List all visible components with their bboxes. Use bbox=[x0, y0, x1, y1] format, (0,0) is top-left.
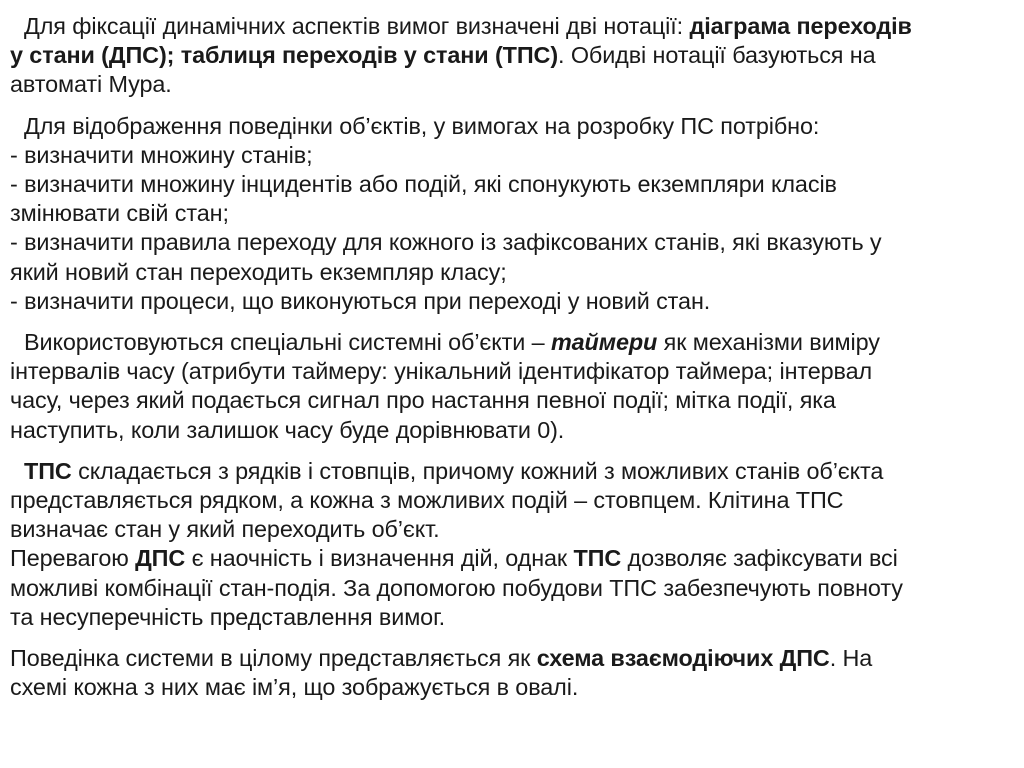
term-tps: ТПС bbox=[573, 545, 622, 572]
list-item: - визначити правила переходу для кожного із зафіксованих станів, які вказують у bbox=[10, 229, 882, 256]
text-line bbox=[10, 12, 1014, 41]
text-run: Використовуються спеціальні системні об’єкти – bbox=[24, 329, 551, 356]
list-item-continuation: змінювати свій стан; bbox=[10, 200, 229, 227]
slide-body bbox=[10, 12, 1014, 714]
text-line: визначає стан у який переходить об’єкт. bbox=[10, 516, 440, 543]
text-run: складається з рядків і стовпців, причому кожний з можливих станів об’єкта bbox=[71, 457, 884, 484]
text-line: та несуперечність представлення вимог. bbox=[10, 603, 446, 630]
term-dps: ДПС bbox=[135, 545, 186, 572]
list-item: - визначити множину інцидентів або подій, які спонукують екземпляри класів bbox=[10, 171, 837, 198]
text-run: Перевагою bbox=[10, 545, 136, 572]
term-timers: таймери bbox=[550, 329, 658, 356]
paragraph-timers bbox=[10, 328, 1014, 445]
text-line bbox=[10, 41, 1014, 70]
text-run: . Обидві нотації базуються на bbox=[558, 42, 876, 69]
text-line: схемі кожна з них має ім’я, що зображується в овалі. bbox=[10, 674, 579, 701]
paragraph-tps bbox=[10, 457, 1014, 632]
text-line: наступить, коли залишок часу буде дорівнювати 0). bbox=[10, 416, 565, 443]
list-item: - визначити множину станів; bbox=[10, 141, 313, 168]
text-run: є наочність і визначення дій, однак bbox=[185, 545, 574, 572]
term-interacting-dps-scheme: схема взаємодіючих ДПС bbox=[536, 645, 830, 672]
paragraph-requirements bbox=[10, 112, 1014, 316]
text-line bbox=[10, 112, 1014, 141]
term-dps-tps: у стани (ДПС); таблиця переходів у стани (ТПС) bbox=[10, 42, 559, 69]
text-line bbox=[10, 644, 1014, 673]
text-run: Поведінка системи в цілому представляється як bbox=[10, 645, 537, 672]
text-run: як механізми виміру bbox=[657, 329, 880, 356]
paragraph-system-behavior bbox=[10, 644, 1014, 702]
text-run: дозволяє зафіксувати всі bbox=[621, 545, 898, 572]
text-line bbox=[10, 544, 1014, 573]
text-run: Для фіксації динамічних аспектів вимог визначені дві нотації: bbox=[24, 13, 690, 39]
text-line: автоматі Мура. bbox=[10, 71, 172, 98]
term-dps-part1: діаграма переходів bbox=[689, 13, 912, 39]
list-item: - визначити процеси, що виконуються при переході у новий стан. bbox=[10, 287, 711, 314]
text-run: . На bbox=[829, 645, 873, 672]
text-line: можливі комбінації стан-подія. За допомогою побудови ТПС забезпечують повноту bbox=[10, 574, 903, 601]
text-line bbox=[10, 457, 1014, 486]
text-line: представляється рядком, а кожна з можливих подій – стовпцем. Клітина ТПС bbox=[10, 487, 844, 514]
text-run: Для відображення поведінки об’єктів, у вимогах на розробку ПС потрібно: bbox=[24, 112, 820, 139]
term-tps: ТПС bbox=[24, 457, 72, 484]
paragraph-notations bbox=[10, 12, 1014, 100]
text-line: інтервалів часу (атрибути таймеру: унікальний ідентифікатор таймера; інтервал bbox=[10, 358, 873, 385]
text-line bbox=[10, 328, 1014, 357]
list-item-continuation: який новий стан переходить екземпляр класу; bbox=[10, 258, 507, 285]
text-line: часу, через який подається сигнал про настання певної події; мітка події, яка bbox=[10, 387, 836, 414]
